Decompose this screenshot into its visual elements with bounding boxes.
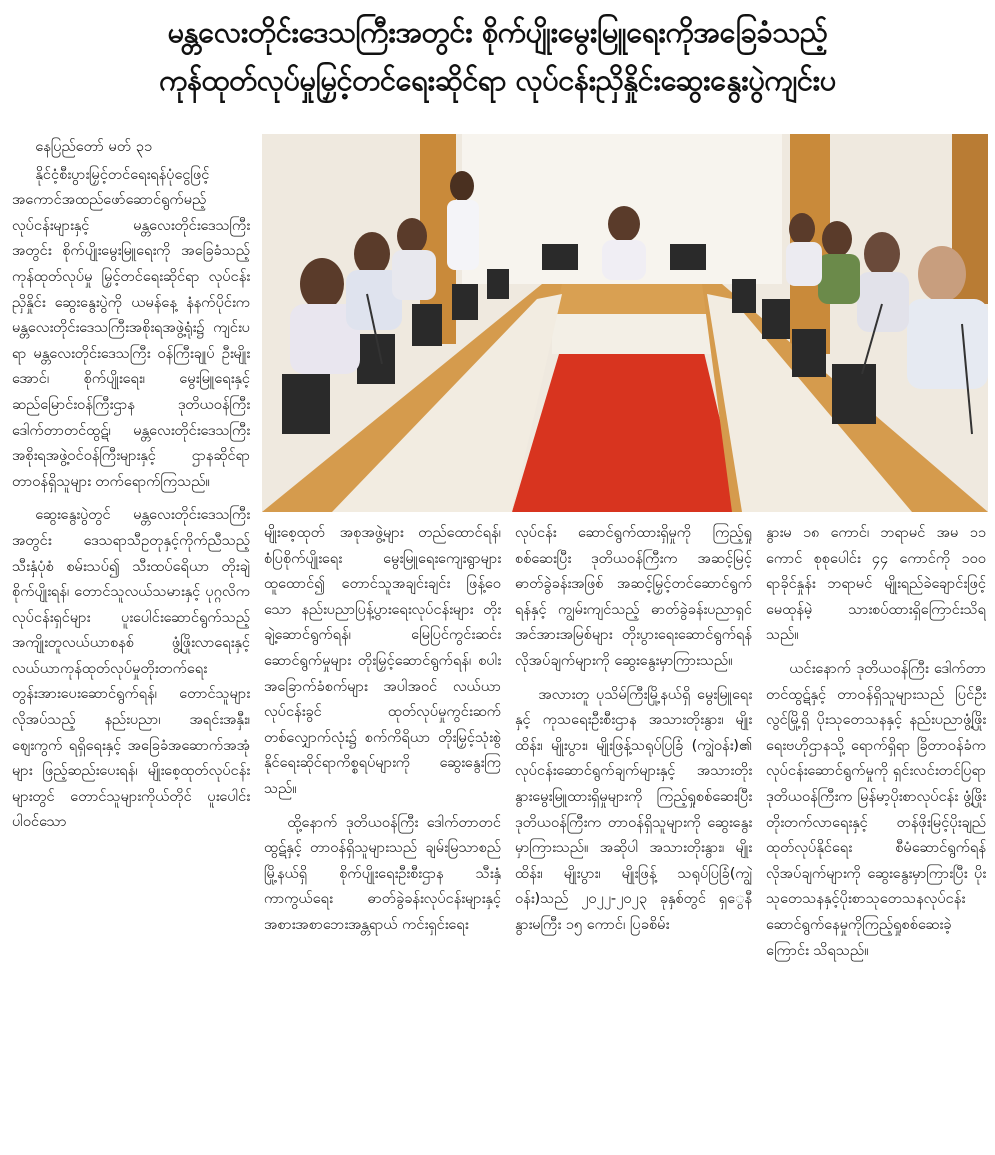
paragraph: ထို့နောက် ဒုတိယဝန်ကြီး ဒေါက်တာတင်ထွဋ်နှင့် တာဝန်ရှိသူများသည် ချမ်းမြသာစည်မြို့နယ်ရှိ စိုက်ပျိုးရေးဦးစီးဌာန သီးနှံကာကွယ်ရေး ဓာတ်ခွဲခန်းလုပ်ငန်းများနှင့် အစားအစာဘေးအန္တရာယ် ကင်းရှင်းရေး: [264, 813, 501, 933]
headline-line-2: ကုန်ထုတ်လုပ်မှုမြှင့်တင်ရေးဆိုင်ရာ လုပ်ငန်းညှိနှိုင်းဆွေးနွေးပွဲကျင်းပ: [159, 63, 836, 97]
article-column-4: [766, 520, 986, 1150]
article-column-3: [515, 520, 752, 1150]
dateline: နေပြည်တော် မတ် ၃၁: [35, 138, 153, 155]
article-column-2: [264, 520, 501, 1150]
paragraph: နိုင်ငံ့စီးပွားမြှင့်တင်ရေးရန်ပုံငွေဖြင့် အကောင်အထည်ဖော်ဆောင်ရွက်မည့် လုပ်ငန်းများနှင့် မန္တလေးတိုင်းဒေသကြီးအတွင်း စိုက်ပျိုးမွေးမြူရေးကို အခြေခံသည့် ကုန်ထုတ်လုပ်မှု မြှင့်တင်ရေးဆိုင်ရာ လုပ်ငန်းညှိနှိုင်း ဆွေးနွေးပွဲကို ယမန်နေ့ နံနက်ပိုင်းက မန္တလေးတိုင်းဒေသကြီးအစိုးရအဖွဲ့ရုံး၌ ကျင်းပရာ မန္တလေးတိုင်းဒေသကြီး ဝန်ကြီးချုပ် ဦးမျိုးအောင်၊ စိုက်ပျိုးရေး၊ မွေးမြူရေးနှင့် ဆည်မြောင်းဝန်ကြီးဌာန ဒုတိယဝန်ကြီး ဒေါက်တာတင်ထွဋ်၊ မန္တလေးတိုင်းဒေသကြီး အစိုးရအဖွဲ့ဝင်ဝန်ကြီးများနှင့် ဌာနဆိုင်ရာ တာဝန်ရှိသူများ တက်ရောက်ကြသည်။: [12, 165, 250, 490]
paragraph: ယင်းနောက် ဒုတိယဝန်ကြီး ဒေါက်တာတင်ထွဋ်နှင့် တာဝန်ရှိသူများသည် ပြင်ဦးလွင်မြို့ရှိ ပိုးသုတေသနနှင့် နည်းပညာဖွံ့ဖြိုးရေးဗဟိုဌာနသို့ ရောက်ရှိရာ ခြိတာဝန်ခံက လုပ်ငန်းဆောင်ရွက်မှုကို ရှင်းလင်းတင်ပြရာ ဒုတိယဝန်ကြီးက မြန်မာ့ပိုးစာလုပ်ငန်း ဖွံ့ဖြိုးတိုးတက်လာရေးနှင့် တန်ဖိုးမြင့်ပိုးချည်ထုတ်လုပ်နိုင်ရေး စီမံဆောင်ရွက်ရန် လိုအပ်ချက်များကို ဆွေးနွေးမှာကြားပြီး ပိုးသုတေသနနှင့်ပိုးစာသုတေသနလုပ်ငန်းဆောင်ရွက်နေမှုကိုကြည့်ရှုစစ်ဆေးခဲ့ကြောင်း သိရသည်။: [766, 659, 986, 959]
article-column-1: [12, 134, 250, 1150]
paragraph: အလားတူ ပုသိမ်ကြီးမြို့နယ်ရှိ မွေးမြူရေးနှင့် ကုသရေးဦးစီးဌာန အသားတိုးနွား၊ မျိုးထိန်း၊ မျိုးပွား၊ မျိုးဖြန့်သရုပ်ပြခြံ (ကျွဲဝန်း)၏ လုပ်ငန်းဆောင်ရွက်ချက်များနှင့် အသားတိုးနွားမွေးမြူထားရှိမှုများကို ကြည့်ရှုစစ်ဆေးပြီး ဒုတိယဝန်ကြီးက တာဝန်ရှိသူများကို ဆွေးနွေးမှာကြားသည်။ အဆိုပါ အသားတိုးနွား၊ မျိုးထိန်း၊ မျိုးပွား၊ မျိုးဖြန့် သရုပ်ပြခြံ(ကျွဲဝန်း)သည် ၂၀၂၂-၂၀၂၃ ခုနှစ်တွင် ရှွေနီနွားမကြီး ၁၅ ကောင်၊ ပြခစိမ်း: [515, 685, 752, 933]
paragraph: ဆွေးနွေးပွဲတွင် မန္တလေးတိုင်းဒေသကြီးအတွင်း ဒေသရာသီဥတုနှင့်ကိုက်ညီသည့် သီးနှံပုံစံ စမ်းသပ်၍ သီးထပ်ရေိယာ တိုးချဲ့စိုက်ပျိုးရန်၊ တောင်သူလယ်သမားနှင့် ပုဂ္ဂလိကလုပ်ငန်းရှင်များ ပူးပေါင်းဆောင်ရွက်သည့် အကျိုးတူလယ်ယာစနစ် ဖွံ့ဖြိုးလာရေးနှင့် လယ်ယာကုန်ထုတ်လုပ်မှုတိုးတက်ရေး တွန်းအားပေးဆောင်ရွက်ရန်၊ တောင်သူများ လိုအပ်သည့် နည်းပညာ၊ အရင်းအနှီး၊ ဈေးကွက် ရရှိရေးနှင့် အခြေခံအဆောက်အအုံများ ဖြည့်ဆည်းပေးရန်၊ မျိုးစေ့ထုတ်လုပ်ငန်းများတွင် တောင်သူများကိုယ်တိုင် ပူးပေါင်းပါဝင်သော: [12, 506, 250, 831]
paragraph: လုပ်ငန်း ဆောင်ရွက်ထားရှိမှုကို ကြည့်ရှုစစ်ဆေးပြီး ဒုတိယဝန်ကြီးက အဆင့်မြင့်ဓာတ်ခွဲခန်းအဖြစ် အဆင့်မြှင့်တင်ဆောင်ရွက်ရန်နှင့် ကျွမ်းကျင်သည့် ဓာတ်ခွဲခန်းပညာရှင်အင်အားအမြစ်များ တိုးပွားရေးဆောင်ရွက်ရန် လိုအပ်ချက်များကို ဆွေးနွေးမှာကြားသည်။: [515, 524, 752, 669]
meeting-photo-illustration: [262, 134, 988, 512]
headline-line-1: မန္တလေးတိုင်းဒေသကြီးအတွင်း စိုက်ပျိုးမွေးမြူရေးကိုအခြေခံသည့်: [167, 15, 828, 49]
paragraph: မျိုးစေ့ထုတ် အစုအဖွဲ့များ တည်ထောင်ရန်၊ စံပြစိုက်ပျိုးရေး မွေးမြူရေးကျေးရွာများ ထူထောင်၍ တောင်သူအချင်းချင်း ဖြန့်ဝေသော နည်းပညာပြန့်ပွားရေးလုပ်ငန်းများ တိုးချဲ့ဆောင်ရွက်ရန်၊ မြေပြင်ကွင်းဆင်းဆောင်ရွက်မှုများ တိုးမြှင့်ဆောင်ရွက်ရန်၊ စပါးအခြောက်ခံစက်များ အပါအဝင် လယ်ယာလုပ်ငန်းခွင် ထုတ်လုပ်မှုကွင်းဆက် တစ်လျှောက်လုံး၌ စက်ကိရိယာ တိုးမြှင့်သုံးစွဲနိုင်ရေးဆိုင်ရာကိစ္စရပ်များကို ဆွေးနွေးကြသည်။: [264, 524, 501, 797]
meeting-photo: [262, 134, 988, 512]
paragraph: နွားမ ၁၈ ကောင်၊ ဘရာမင် အမ ၁၁ ကောင် စုစုပေါင်း ၄၄ ကောင်ကို ၁၀၀ ရာခိုင်နှုန်း ဘရာမင် မျိုးရည်ခဲချောင်းဖြင့် မေထုန်မဲ့ သားစပ်ထားရှိကြောင်းသိရသည်။: [766, 524, 986, 644]
headline: [0, 8, 995, 104]
